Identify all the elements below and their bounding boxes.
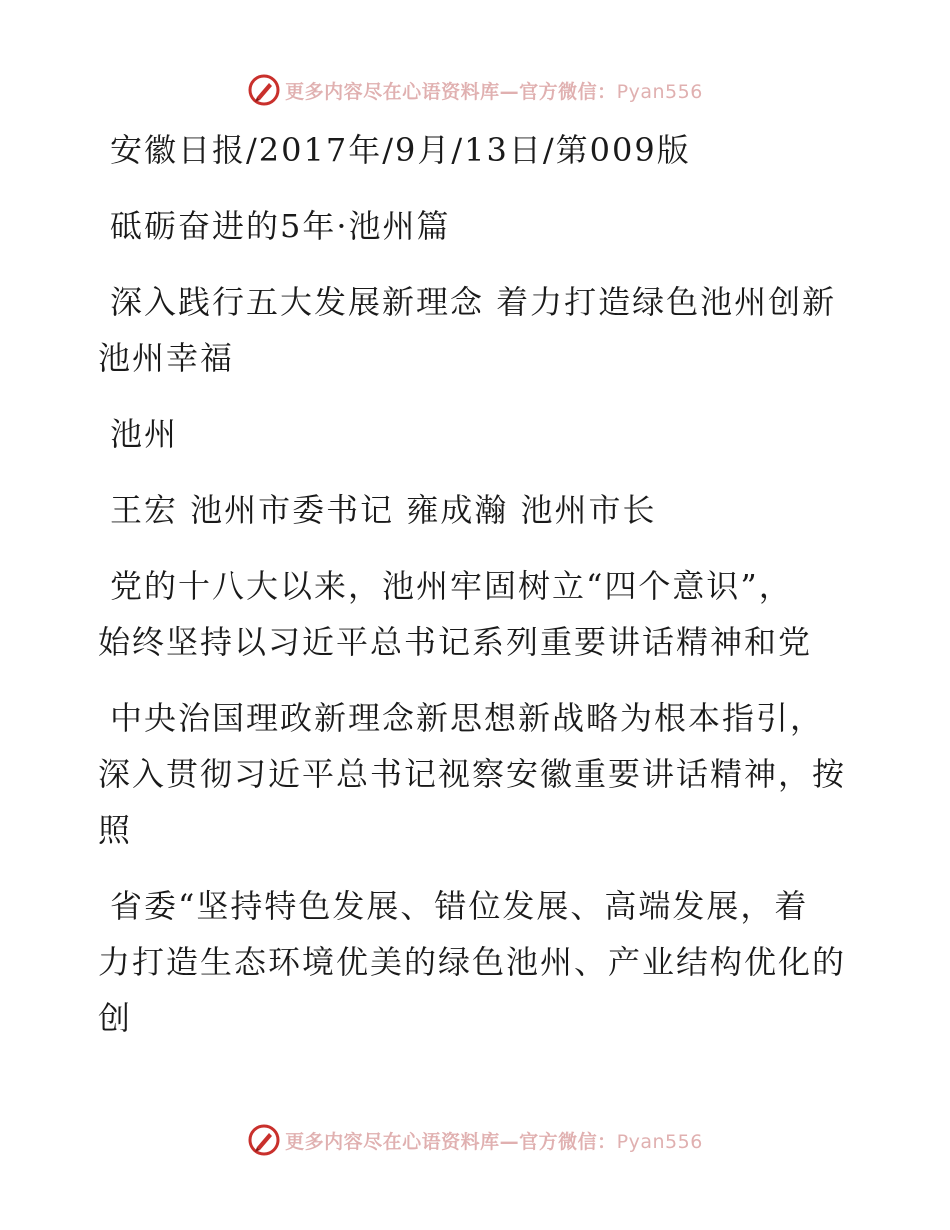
text-line: 力打造生态环境优美的绿色池州、产业结构优化的 bbox=[98, 943, 847, 981]
pen-logo-icon bbox=[247, 1123, 281, 1157]
text-line: 砥砺奋进的5年·池州篇 bbox=[110, 207, 451, 245]
body-paragraph bbox=[98, 690, 878, 858]
article-title bbox=[98, 274, 878, 386]
text-line: 深入践行五大发展新理念 着力打造绿色池州创新 bbox=[110, 283, 837, 321]
location-label bbox=[98, 406, 878, 462]
text-line: 王宏 池州市委书记 雍成瀚 池州市长 bbox=[110, 491, 657, 529]
text-line: 始终坚持以习近平总书记系列重要讲话精神和党 bbox=[98, 623, 813, 661]
pen-logo-icon bbox=[247, 73, 281, 107]
document-body bbox=[98, 122, 878, 1066]
watermark-text: 更多内容尽在心语资料库—官方微信：Pyan556 bbox=[285, 1130, 703, 1153]
section-heading bbox=[98, 198, 878, 254]
text-line: 深入贯彻习近平总书记视察安徽重要讲话精神，按 bbox=[98, 755, 847, 793]
text-line: 创 bbox=[98, 999, 133, 1037]
watermark-text: 更多内容尽在心语资料库—官方微信：Pyan556 bbox=[285, 80, 703, 103]
text-line: 照 bbox=[98, 811, 133, 849]
author-byline bbox=[98, 482, 878, 538]
source-line bbox=[98, 122, 878, 178]
text-line: 池州幸福 bbox=[98, 339, 235, 377]
body-paragraph bbox=[98, 558, 878, 670]
text-line: 党的十八大以来，池州牢固树立“四个意识”， bbox=[110, 567, 793, 605]
header-watermark bbox=[0, 70, 950, 110]
footer-watermark bbox=[0, 1120, 950, 1160]
text-line: 省委“坚持特色发展、错位发展、高端发展，着 bbox=[110, 887, 809, 925]
wechat-id: Pyan556 bbox=[616, 80, 703, 103]
text-line: 池州 bbox=[110, 415, 179, 453]
text-line: 中央治国理政新理念新思想新战略为根本指引， bbox=[110, 699, 825, 737]
text-line: 安徽日报/2017年/9月/13日/第009版 bbox=[110, 131, 691, 169]
wechat-id: Pyan556 bbox=[616, 1130, 703, 1153]
body-paragraph bbox=[98, 878, 878, 1046]
